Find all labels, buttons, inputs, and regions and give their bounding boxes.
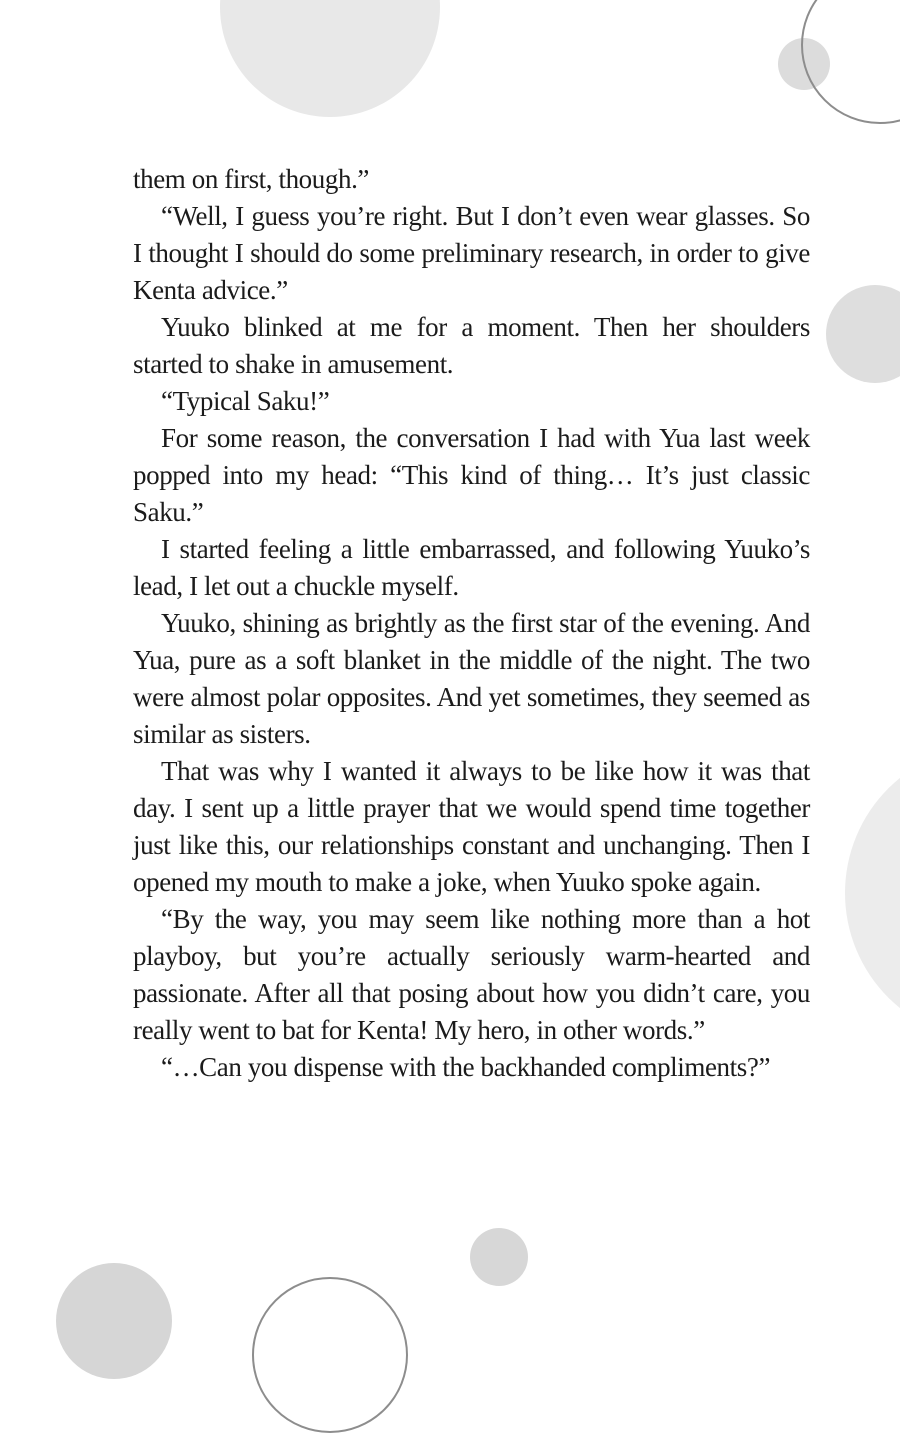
decor-ring-top-right <box>801 0 900 124</box>
paragraph: “…Can you dispense with the backhanded compliments?” <box>161 1052 771 1082</box>
paragraph: them on first, though.” <box>133 164 370 194</box>
decor-circle-right-middle <box>826 285 900 383</box>
paragraph: For some reason, the conversation I had with Yua last week popped into my head: “This kind of thing… It’s just classic Saku.” <box>133 423 810 527</box>
decor-circle-top-right-dot <box>778 38 830 90</box>
page-text-block <box>133 161 810 1086</box>
decor-ring-bottom-center <box>252 1277 408 1433</box>
paragraph: Yuuko, shining as brightly as the first star of the evening. And Yua, pure as a soft blanket in the middle of the night. The two were almost polar opposites. And yet sometimes, they seemed as similar as sisters. <box>133 608 810 749</box>
paragraph: “By the way, you may seem like nothing more than a hot playboy, but you’re actually seriously warm-hearted and passionate. After all that posing about how you didn’t care, you really went to bat for Kenta! My hero, in other words.” <box>133 904 810 1045</box>
decor-circle-top-left <box>220 0 440 117</box>
paragraph: That was why I wanted it always to be like how it was that day. I sent up a little prayer that we would spend time together just like this, our relationships constant and unchanging. Then I opened my mouth to make a joke, when Yuuko spoke again. <box>133 756 810 897</box>
decor-circle-bottom-center <box>470 1228 528 1286</box>
paragraph: “Typical Saku!” <box>161 386 330 416</box>
paragraph: “Well, I guess you’re right. But I don’t even wear glasses. So I thought I should do some preliminary research, in order to give Kenta advice.” <box>133 201 810 305</box>
paragraph: I started feeling a little embarrassed, and following Yuuko’s lead, I let out a chuckle myself. <box>133 534 810 601</box>
decor-circle-right-large <box>845 745 900 1041</box>
paragraph: Yuuko blinked at me for a moment. Then her shoulders started to shake in amusement. <box>133 312 810 379</box>
decor-circle-bottom-left <box>56 1263 172 1379</box>
